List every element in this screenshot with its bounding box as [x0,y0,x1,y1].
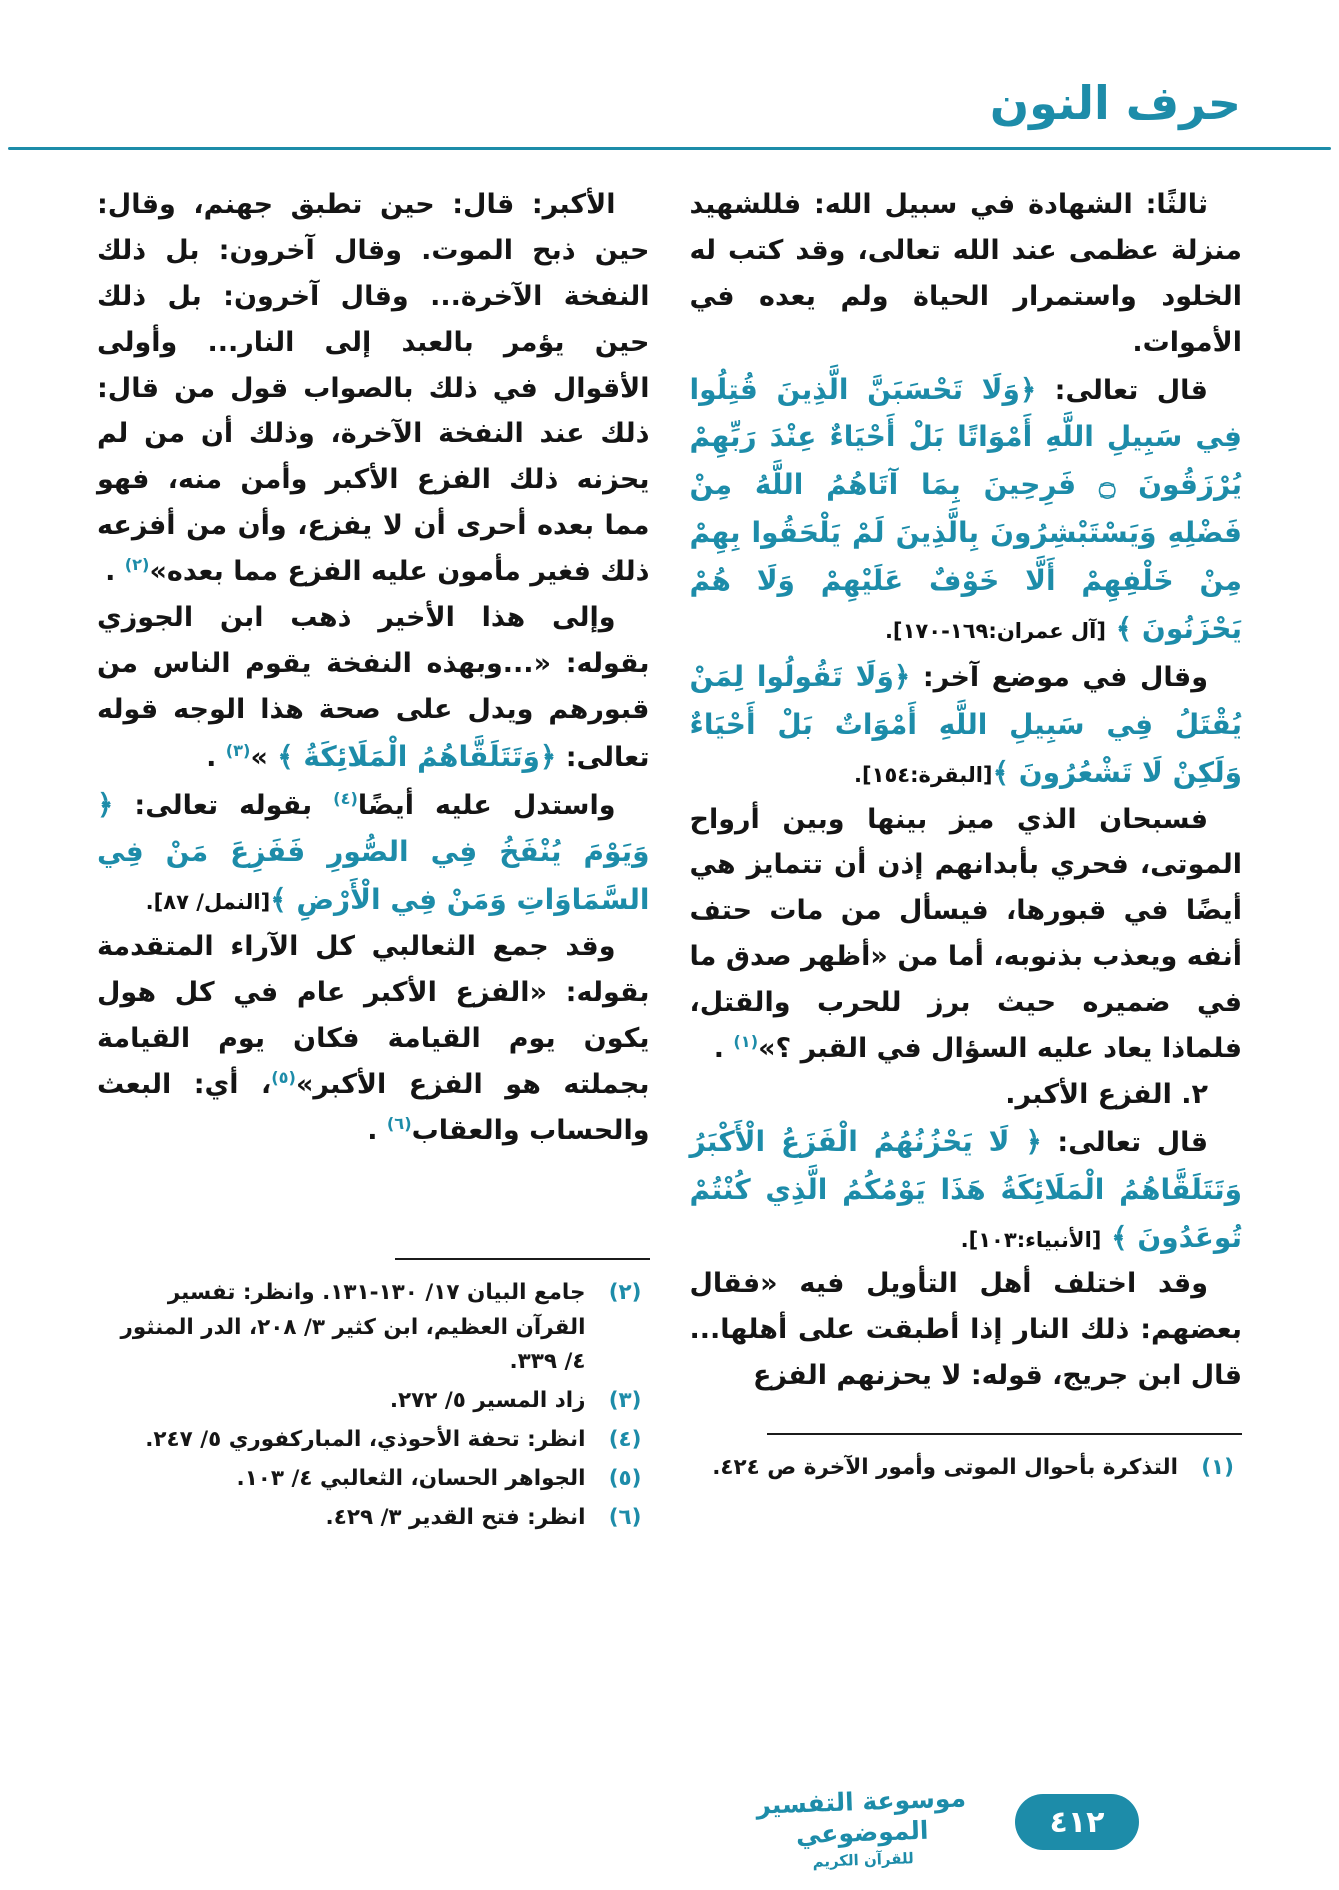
footnote-ref: (٣) [225,740,251,760]
body-text: . [367,1114,387,1146]
body-text: وقد اختلف أهل التأويل فيه «فقال بعضهم: ذلك النار إذا أطبقت على أهلها... قال ابن جريج، قوله: لا يحزنهم الفزع [689,1268,1242,1392]
body-text: وقال في موضع آخر: [910,661,1208,693]
paragraph [97,182,650,595]
quran-verse: ﴿وَلَا تَقُولُوا لِمَنْ يُقْتَلُ فِي سَبِيلِ اللَّهِ أَمْوَاتٌ بَلْ أَحْيَاءٌ وَلَكِنْ لَا تَشْعُرُونَ ﴾ [689,659,1242,789]
column-left [97,182,650,1540]
footnotes-list [690,1451,1243,1486]
body-text: . [206,741,226,773]
body-text: وإلى هذا الأخير ذهب ابن الجوزي بقوله: «...وبهذه النفخة يقوم الناس من قبورهم ويدل على صحة هذا الوجه قوله تعالى: [97,602,650,773]
footnote-text: انظر: فتح القدير ٣/ ٤٢٩. [325,1504,586,1530]
footnote-label: (٥) [608,1465,642,1491]
footnote-ref: (٢) [124,555,150,575]
paragraph [690,1261,1243,1399]
column-right [690,182,1243,1490]
body-text: قال تعالى: [1041,1126,1208,1158]
verse-citation: [الأنبياء:١٠٣]. [960,1226,1102,1252]
quran-verse: ﴿ وَيَوْمَ يُنْفَخُ فِي الصُّورِ فَفَزِعَ مَنْ فِي السَّمَاوَاتِ وَمَنْ فِي الْأَرْضِ ﴾ [97,787,650,917]
footnote-text: الجواهر الحسان، الثعالبي ٤/ ١٠٣. [236,1465,586,1491]
footnote-text: زاد المسير ٥/ ٢٧٢. [389,1388,586,1414]
footnote-ref: (٦) [386,1113,412,1133]
paragraph [690,797,1243,1072]
publisher-emblem [756,1782,969,1872]
chapter-title: حرف النون [989,76,1241,130]
footnote-label: (٢) [608,1279,642,1305]
paragraph [690,366,1243,653]
text-columns [97,182,1242,1540]
footnote-item [97,1384,650,1419]
body-text: واستدل عليه أيضًا [357,789,616,821]
section-heading [690,1072,1243,1118]
footnote-ref: (٤) [333,788,358,808]
publisher-emblem-subtitle: للقرآن الكريم [812,1848,915,1870]
footnote-text: جامع البيان ١٧/ ١٣٠-١٣١. وانظر: تفسير القرآن العظيم، ابن كثير ٣/ ٢٠٨، الدر المنثور ٤/ ٣٣٩. [120,1279,586,1375]
body-text: بقوله تعالى: [113,789,334,821]
footnote-ref: (١) [733,1032,759,1052]
footnote-label: (١) [1201,1455,1234,1481]
footnote-item [97,1423,650,1458]
paragraph [690,182,1243,366]
body-text: » [250,741,278,773]
paragraph [97,595,650,781]
paragraph [97,781,650,925]
publisher-emblem-title: موسوعة التفسير الموضوعي [755,1782,967,1850]
verse-citation: [آل عمران:١٦٩-١٧٠]. [884,618,1107,644]
quran-verse: ﴿وَلَا تَحْسَبَنَّ الَّذِينَ قُتِلُوا فِي سَبِيلِ اللَّهِ أَمْوَاتًا بَلْ أَحْيَاءٌ عِنْدَ رَبِّهِمْ يُرْزَقُونَ ۝ فَرِحِينَ بِمَا آتَاهُمُ اللَّهُ مِنْ فَضْلِهِ وَيَسْتَبْشِرُونَ بِالَّذِينَ لَمْ يَلْحَقُوا بِهِمْ مِنْ خَلْفِهِمْ أَلَّا خَوْفٌ عَلَيْهِمْ وَلَا هُمْ يَحْزَنُونَ ﴾ [689,372,1242,646]
footnotes-rule [395,1258,649,1260]
footnote-ref: (٥) [271,1067,296,1087]
footnote-text: انظر: تحفة الأحوذي، المباركفوري ٥/ ٢٤٧. [145,1427,586,1453]
body-text: ، أي: البعث والحساب والعقاب [97,1068,650,1146]
footnote-item [97,1462,650,1497]
body-text: وقد جمع الثعالبي كل الآراء المتقدمة بقوله: «الفزع الأكبر عام في كل هول يكون يوم القيامة فكان يوم القيامة بجملته هو الفزع الأكبر» [97,931,650,1100]
body-text: الأكبر: قال: حين تطبق جهنم، وقال: حين ذبح الموت. وقال آخرون: بل ذلك النفخة الآخرة... وقال آخرون: بل ذلك حين يؤمر بالعبد إلى النار... وأولى الأقوال في ذلك بالصواب قول من قال: ذلك عند النفخة الآخرة، وذلك أن من لم يحزنه ذلك الفزع الأكبر وأمن منه، فهو مما بعده أحرى أن لا يفزع، وأن من أفزعه ذلك فغير مأمون عليه الفزع مما بعده» [97,189,650,588]
footnotes-rule [767,1433,1242,1435]
column-left-body [97,182,650,1154]
body-text: . [713,1033,734,1065]
page-number-badge: ٤١٢ [1015,1794,1139,1850]
footnote-item [97,1276,650,1380]
footnote-label: (٤) [608,1427,642,1453]
paragraph [690,1118,1243,1262]
footnote-item [97,1501,650,1536]
quran-verse: ﴿ لَا يَحْزُنُهُمُ الْفَزَعُ الْأَكْبَرُ وَتَتَلَقَّاهُمُ الْمَلَائِكَةُ هَذَا يَوْمُكُمُ الَّذِي كُنْتُمْ تُوعَدُونَ ﴾ [689,1124,1242,1254]
body-text: . [105,556,125,588]
footnote-label: (٣) [608,1388,642,1414]
body-text: فسبحان الذي ميز بينها وبين أرواح الموتى، فحري بأبدانهم إذن أن تتمايز هي أيضًا في قبورها، فيسأل من مات حتف أنفه ويعذب بذنوبه، أما من «أظهر صدق ما في ضميره حيث برز للحرب والقتل، فلماذا يعاد عليه السؤال في القبر ؟» [689,803,1242,1065]
verse-citation: [البقرة:١٥٤]. [853,761,993,787]
header-divider [8,147,1331,150]
footnote-label: (٦) [608,1504,642,1530]
quran-verse: ﴿وَتَتَلَقَّاهُمُ الْمَلَائِكَةُ ﴾ [277,739,557,773]
paragraph [97,924,650,1153]
body-text: ثالثًا: الشهادة في سبيل الله: فللشهيد منزلة عظمى عند الله تعالى، وقد كتب له الخلود واستمرار الحياة ولم يعده في الأموات. [689,189,1242,358]
verse-citation: [النمل/ ٨٧]. [145,889,271,915]
body-text: ٢. الفزع الأكبر. [1005,1078,1208,1110]
footnotes-list [97,1276,650,1536]
body-text: قال تعالى: [1036,374,1208,406]
footnote-item [690,1451,1243,1486]
footnotes-right [690,1433,1243,1486]
paragraph [690,653,1243,797]
footnote-text: التذكرة بأحوال الموتى وأمور الآخرة ص ٤٢٤. [712,1455,1178,1481]
column-right-body [690,182,1243,1399]
footnotes-left [97,1258,650,1536]
